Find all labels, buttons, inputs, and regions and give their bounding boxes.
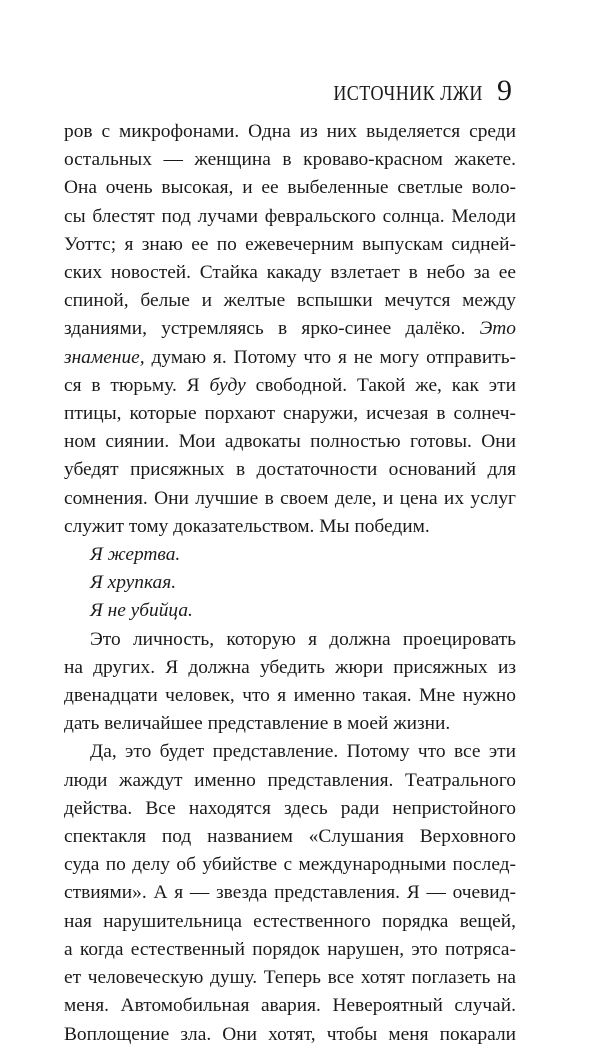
- text-line: [64, 513, 516, 541]
- text-run: сы блестят под лучами февральского солнца. Мелоди: [64, 205, 516, 227]
- text-line: [64, 767, 516, 795]
- text-run: Да, это будет представление. Потому что все эти: [90, 741, 516, 763]
- text-line: [64, 400, 516, 428]
- text-run: Уоттс; я знаю ее по ежевечерним выпускам сидней-: [64, 233, 516, 255]
- page-number: 9: [497, 74, 512, 107]
- text-run: Это личность, которую я должна проецировать: [90, 628, 516, 650]
- text-run: убедят присяжных в достаточности оснований для: [64, 459, 516, 481]
- text-run: меня. Автомобильная авария. Невероятный случай.: [64, 995, 516, 1017]
- text-line: [64, 146, 516, 174]
- text-run: думаю я. Потому что я не могу отправить-: [144, 346, 516, 368]
- text-line: [64, 964, 516, 992]
- text-line: [64, 936, 516, 964]
- text-run: ствиями». А я — звезда представления. Я — очевид-: [64, 882, 516, 904]
- text-line: [64, 428, 516, 456]
- text-line: [64, 879, 516, 907]
- text-line: [64, 795, 516, 823]
- text-line: [64, 344, 516, 372]
- text-run: свободной. Такой же, как эти: [245, 374, 516, 396]
- text-run: ная нарушительница естественного порядка вещей,: [64, 910, 516, 932]
- text-run: спектакля под названием «Слушания Верховного: [64, 826, 516, 848]
- text-run: Она очень высокая, и ее выбеленные светлые воло-: [64, 177, 516, 199]
- text-run: птицы, которые порхают снаружи, исчезая в солнеч-: [64, 403, 516, 425]
- text-line: [64, 541, 516, 569]
- text-run: на других. Я должна убедить жюри присяжных из: [64, 656, 516, 678]
- text-line: [64, 710, 516, 738]
- text-line: [64, 203, 516, 231]
- text-run: Воплощение зла. Они хотят, чтобы меня покарали: [64, 1023, 516, 1045]
- text-run: а когда естественный порядок нарушен, это потряса-: [64, 938, 516, 960]
- text-run: ся в тюрьму. Я: [64, 374, 210, 396]
- body-text: [64, 118, 516, 1049]
- text-line: [64, 682, 516, 710]
- text-run: действа. Все находятся здесь ради непристойного: [64, 797, 516, 819]
- text-line: [64, 372, 516, 400]
- text-line: [64, 626, 516, 654]
- text-line: [64, 654, 516, 682]
- running-head: [309, 76, 512, 106]
- text-line: [64, 315, 516, 343]
- text-line: [64, 456, 516, 484]
- text-run: спиной, белые и желтые вспышки мечутся между: [64, 290, 516, 312]
- text-line: [64, 851, 516, 879]
- text-line: [64, 485, 516, 513]
- text-run: остальных — женщина в кроваво-красном жакете.: [64, 149, 516, 171]
- italic-text: Я хрупкая.: [90, 572, 177, 594]
- text-line: [64, 174, 516, 202]
- italic-text: буду: [209, 374, 246, 396]
- text-run: двенадцати человек, что я именно такая. Мне нужно: [64, 685, 516, 707]
- text-line: [64, 738, 516, 766]
- text-line: [64, 569, 516, 597]
- italic-text: знамение,: [64, 346, 145, 368]
- text-run: ет человеческую душу. Теперь все хотят поглазеть на: [64, 967, 516, 989]
- text-line: [64, 259, 516, 287]
- text-line: [64, 1021, 516, 1049]
- running-title: ИСТОЧНИК ЛЖИ: [333, 81, 483, 105]
- text-run: служит тому доказательством. Мы победим.: [64, 515, 430, 537]
- text-line: [64, 597, 516, 625]
- text-line: [64, 992, 516, 1020]
- italic-text: Я не убийца.: [90, 600, 193, 622]
- text-run: ских новостей. Стайка какаду взлетает в небо за ее: [64, 262, 516, 284]
- text-line: [64, 908, 516, 936]
- text-line: [64, 287, 516, 315]
- text-run: сомнения. Они лучшие в своем деле, и цена их услуг: [64, 487, 516, 509]
- text-run: зданиями, устремляясь в ярко-синее далёко.: [64, 318, 480, 340]
- text-run: суда по делу об убийстве с международными послед-: [64, 854, 516, 876]
- text-run: ном сиянии. Мои адвокаты полностью готовы. Они: [64, 431, 516, 453]
- text-line: [64, 231, 516, 259]
- text-run: люди жаждут именно представления. Театрального: [64, 769, 516, 791]
- text-line: [64, 118, 516, 146]
- text-run: ров с микрофонами. Одна из них выделяется среди: [64, 121, 516, 142]
- italic-text: Это: [479, 318, 516, 340]
- text-run: дать величайшее представление в моей жизни.: [64, 713, 451, 735]
- text-line: [64, 823, 516, 851]
- italic-text: Я жертва.: [90, 544, 181, 566]
